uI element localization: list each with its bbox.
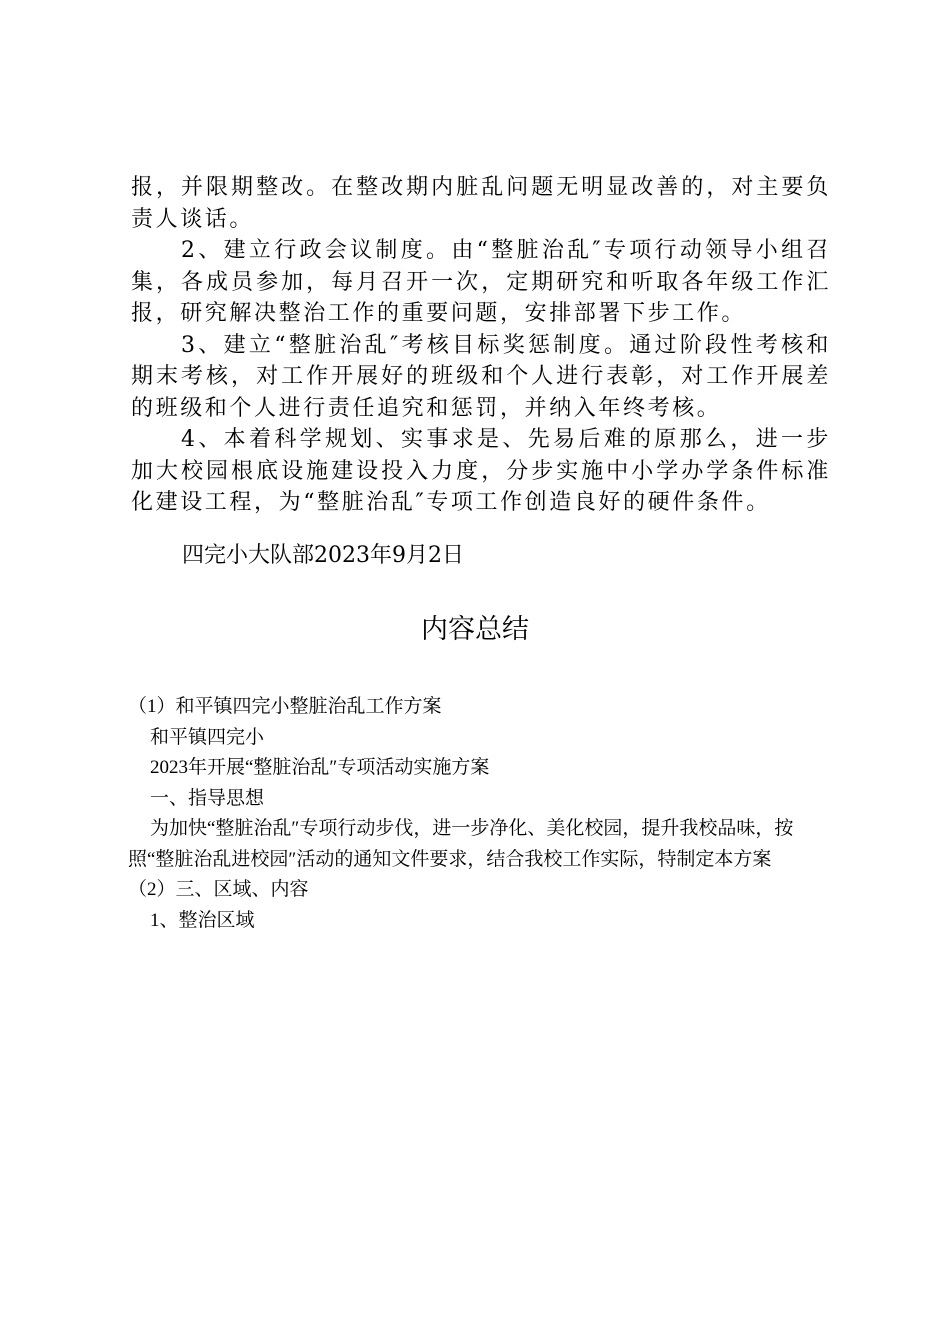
paragraph-infrastructure: 4、本着科学规划、实事求是、先易后难的原那么，进一步加大校园根底设施建设投入力度，分步实施中小学办学条件标准化建设工程，为“整脏治乱″专项工作创造良好的硬件条件。: [131, 427, 831, 515]
paragraph-continuation: 报，并限期整改。在整改期内脏乱问题无明显改善的，对主要负责人谈话。: [131, 175, 831, 232]
summary-line: 为加快“整脏治乱″专项行动步伐，进一步净化、美化校园，提升我校品味，按照“整脏治乱进校园″活动的通知文件要求，结合我校工作实际，特制定本方案: [128, 818, 794, 870]
summary-line: （2）三、区域、内容: [128, 879, 309, 900]
summary-line: 2023年开展“整脏治乱″专项活动实施方案: [150, 757, 490, 778]
signature-date: 四完小大队部2023年9月2日: [182, 543, 464, 568]
summary-line: （1）和平镇四完小整脏治乱工作方案: [128, 696, 442, 717]
document-body: [131, 172, 831, 519]
summary-content: [128, 692, 838, 936]
paragraph-meeting-system: 2、建立行政会议制度。由“整脏治乱″专项行动领导小组召集，各成员参加，每月召开一次，定期研究和听取各年级工作汇报，研究解决整治工作的重要问题，安排部署下步工作。: [131, 238, 831, 326]
paragraph-assessment-system: 3、建立“整脏治乱″考核目标奖惩制度。通过阶段性考核和期末考核，对工作开展好的班级和个人进行表彰，对工作开展差的班级和个人进行责任追究和惩罚，并纳入年终考核。: [131, 332, 831, 421]
summary-line: 一、指导思想: [150, 787, 265, 809]
summary-line: 和平镇四完小: [150, 726, 265, 748]
summary-line: 1、整治区域: [150, 909, 255, 931]
summary-title: 内容总结: [421, 614, 529, 645]
